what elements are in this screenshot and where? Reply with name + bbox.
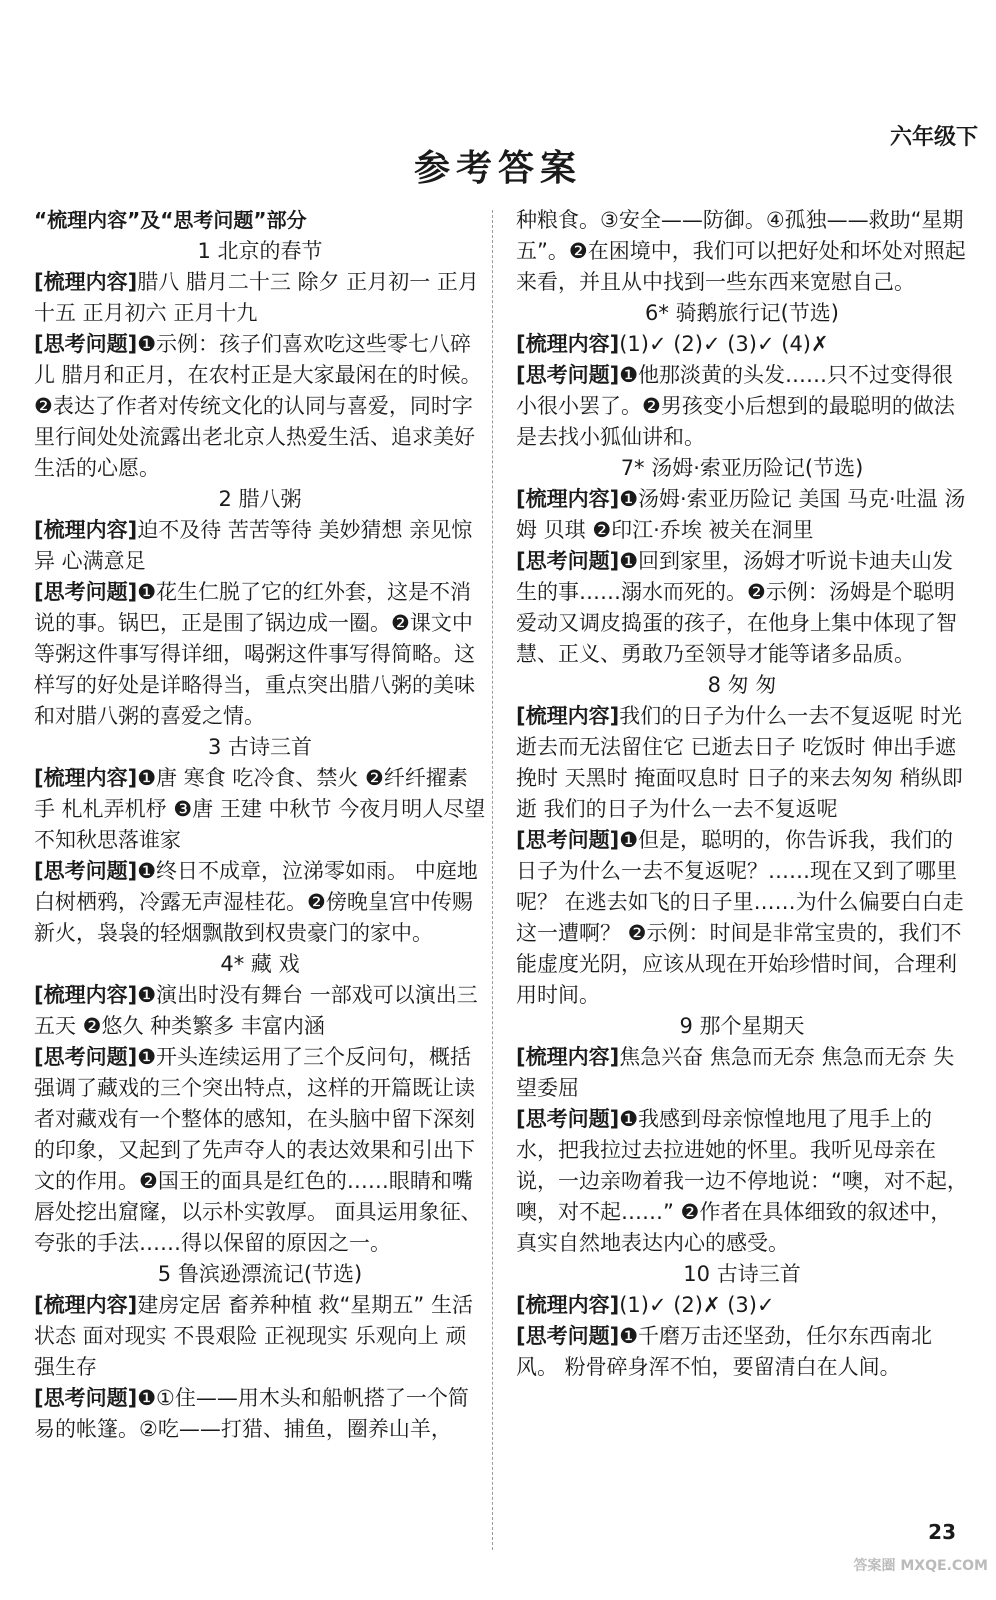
answer-text: ❶我感到母亲惊惶地甩了甩手上的水，把我拉过去拉进她的怀里。我听见母亲在说，一边亲吻着我一边不停地说：“噢，对不起，噢，对不起……” ❷作者在具体细致的叙述中，真实自然地表达内心的感受。 [516, 1107, 968, 1255]
answer-paragraph [34, 980, 486, 1042]
grade-label: 六年级下 [889, 125, 978, 150]
answer-paragraph [516, 701, 968, 825]
answer-paragraph [516, 1104, 968, 1259]
answer-text: 迫不及待 苦苦等待 美妙猜想 亲见惊异 心满意足 [34, 518, 473, 573]
lesson-heading: 9 那个星期天 [679, 1014, 805, 1038]
section-heading: “梳理内容”及“思考问题”部分 [34, 208, 307, 232]
page-title: 参考答案 [413, 148, 582, 189]
lesson-heading: 7* 汤姆·索亚历险记(节选) [620, 456, 864, 480]
right-column [516, 205, 968, 1383]
watermark: 答案圈 MXQE.COM [853, 1558, 988, 1574]
answer-text: ❶千磨万击还坚劲，任尔东西南北风。 粉骨碎身浑不怕，要留清白在人间。 [516, 1324, 933, 1379]
answer-paragraph [516, 825, 968, 1011]
answer-tag: [思考问题] [34, 859, 138, 883]
lesson-heading: 1 北京的春节 [197, 239, 323, 263]
answer-paragraph [516, 1290, 968, 1321]
answer-text: 我们的日子为什么一去不复返呢 时光逝去而无法留住它 已逝去日子 吃饭时 伸出手遮挽时 天黑时 掩面叹息时 日子的来去匆匆 稍纵即逝 我们的日子为什么一去不复返呢 [516, 704, 963, 821]
answer-paragraph [34, 329, 486, 484]
answer-paragraph [34, 1383, 486, 1445]
answer-tag: [思考问题] [34, 1045, 138, 1069]
page-number: 23 [928, 1520, 956, 1544]
answer-tag: [梳理内容] [34, 518, 138, 542]
answer-text: ❶汤姆·索亚历险记 美国 马克·吐温 汤姆 贝琪 ❷印江·乔埃 被关在洞里 [516, 487, 966, 542]
answer-text: 种粮食。③安全——防御。④孤独——救助“星期五”。❷在困境中，我们可以把好处和坏处对照起来看，并且从中找到一些东西来宽慰自己。 [516, 208, 966, 294]
answer-tag: [梳理内容] [516, 1045, 620, 1069]
lesson-heading: 5 鲁滨逊漂流记(节选) [157, 1262, 363, 1286]
answer-text: ❶他那淡黄的头发……只不过变得很小很小罢了。❷男孩变小后想到的最聪明的做法是去找小狐仙讲和。 [516, 363, 955, 449]
column-divider [492, 210, 493, 1550]
answer-text: 建房定居 畜养种植 救“星期五” 生活状态 面对现实 不畏艰险 正视现实 乐观向上 顽强生存 [34, 1293, 473, 1379]
answer-tag: [梳理内容] [34, 1293, 138, 1317]
right-column-body [516, 205, 968, 1383]
lesson-heading: 6* 骑鹅旅行记(节选) [645, 301, 839, 325]
answer-paragraph [516, 1321, 968, 1383]
answer-tag: [思考问题] [516, 549, 620, 573]
answer-tag: [梳理内容] [516, 1293, 620, 1317]
answer-paragraph [516, 205, 968, 298]
answer-text: (1)✓ (2)✓ (3)✓ (4)✗ [619, 332, 829, 356]
answer-text: ❶演出时没有舞台 一部戏可以演出三五天 ❷悠久 种类繁多 丰富内涵 [34, 983, 478, 1038]
answer-tag: [思考问题] [516, 828, 620, 852]
answer-text: ❶花生仁脱了它的红外套，这是不消说的事。锅巴，正是围了锅边成一圈。❷课文中等粥这件事写得详细，喝粥这件事写得简略。这样写的好处是详略得当，重点突出腊八粥的美味和对腊八粥的喜爱之情。 [34, 580, 475, 728]
answer-tag: [梳理内容] [34, 983, 138, 1007]
answer-paragraph [516, 484, 968, 546]
answer-paragraph [34, 856, 486, 949]
answer-text: 腊八 腊月二十三 除夕 正月初一 正月十五 正月初六 正月十九 [34, 270, 479, 325]
answer-tag: [思考问题] [34, 1386, 138, 1410]
answer-text: ❶回到家里，汤姆才听说卡迪夫山发生的事……溺水而死的。❷示例：汤姆是个聪明爱动又调皮捣蛋的孩子，在他身上集中体现了智慧、正义、勇敢乃至领导才能等诸多品质。 [516, 549, 957, 666]
answer-text: ❶示例：孩子们喜欢吃这些零七八碎儿 腊月和正月，在农村正是大家最闲在的时候。❷表达了作者对传统文化的认同与喜爱，同时字里行间处处流露出老北京人热爱生活、追求美好生活的心愿。 [34, 332, 482, 480]
answer-text: ❶但是，聪明的，你告诉我，我们的日子为什么一去不复返呢？……现在又到了哪里呢？ 在逃去如飞的日子里……为什么偏要白白走这一遭啊？ ❷示例：时间是非常宝贵的，我们不能虚度光阴，应该从现在开始珍惜时间，合理利用时间。 [516, 828, 964, 1007]
answer-text: ❶终日不成章，泣涕零如雨。 中庭地白树栖鸦，冷露无声湿桂花。❷傍晚皇宫中传赐新火，袅袅的轻烟飘散到权贵豪门的家中。 [34, 859, 478, 945]
answer-paragraph [516, 360, 968, 453]
answer-tag: [思考问题] [34, 580, 138, 604]
answer-tag: [思考问题] [516, 1324, 620, 1348]
answer-paragraph [34, 1290, 486, 1383]
answer-tag: [梳理内容] [516, 704, 620, 728]
answer-tag: [思考问题] [34, 332, 138, 356]
answer-text: ❶①住——用木头和船帆搭了一个简易的帐篷。②吃——打猎、捕鱼，圈养山羊， [34, 1386, 469, 1441]
answer-paragraph [516, 546, 968, 670]
answer-tag: [思考问题] [516, 363, 620, 387]
answer-tag: [思考问题] [516, 1107, 620, 1131]
answer-text: ❶唐 寒食 吃冷食、禁火 ❷纤纤擢素手 札札弄机杼 ❸唐 王建 中秋节 今夜月明人尽望 不知秋思落谁家 [34, 766, 486, 852]
lesson-heading: 3 古诗三首 [207, 735, 313, 759]
answer-text: 焦急兴奋 焦急而无奈 焦急而无奈 失望委屈 [516, 1045, 955, 1100]
answer-text: ❶开头连续运用了三个反问句，概括强调了藏戏的三个突出特点，这样的开篇既让读者对藏戏有一个整体的感知，在头脑中留下深刻的印象，又起到了先声夺人的表达效果和引出下文的作用。❷国王的面具是红色的……眼睛和嘴唇处挖出窟窿，以示朴实敦厚。 面具运用象征、夸张的手法……得以保留的原因之一。 [34, 1045, 482, 1255]
answer-tag: [梳理内容] [34, 766, 138, 790]
answer-tag: [梳理内容] [34, 270, 138, 294]
answer-text: (1)✓ (2)✗ (3)✓ [619, 1293, 775, 1317]
answer-paragraph [34, 1042, 486, 1259]
left-column-body [34, 236, 486, 1445]
lesson-heading: 10 古诗三首 [683, 1262, 801, 1286]
answer-tag: [梳理内容] [516, 487, 620, 511]
answer-paragraph [516, 329, 968, 360]
lesson-heading: 2 腊八粥 [218, 487, 302, 511]
lesson-heading: 8 匆 匆 [707, 673, 777, 697]
left-column [34, 205, 486, 1445]
answer-paragraph [34, 267, 486, 329]
answer-paragraph [34, 763, 486, 856]
answer-paragraph [516, 1042, 968, 1104]
answer-paragraph [34, 577, 486, 732]
answer-paragraph [34, 515, 486, 577]
answer-tag: [梳理内容] [516, 332, 620, 356]
lesson-heading: 4* 藏 戏 [220, 952, 300, 976]
